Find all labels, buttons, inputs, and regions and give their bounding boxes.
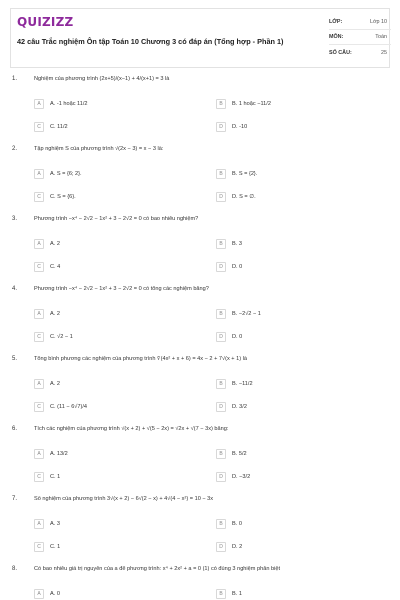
option-a[interactable] [34, 308, 60, 320]
option-text: A. -1 hoặc 11/2 [50, 101, 88, 107]
option-c[interactable] [34, 191, 76, 203]
question-text: Tập nghiệm S của phương trình √(2x − 3) = x − 3 là: [34, 146, 164, 152]
option-b[interactable] [216, 448, 247, 460]
question-1 [12, 76, 390, 146]
option-b[interactable] [216, 238, 242, 250]
option-a[interactable] [34, 588, 60, 600]
question-list [12, 76, 390, 600]
option-d[interactable] [216, 191, 256, 203]
option-c[interactable] [34, 261, 60, 273]
option-letter-box: B [216, 239, 226, 249]
option-d[interactable] [216, 261, 242, 273]
option-text: B. 5/2 [232, 451, 247, 457]
option-text: B. 1 hoặc −11/2 [232, 101, 271, 107]
question-text: Tích các nghiệm của phương trình √(x + 2) + √(5 − 2x) = √2x + √(7 − 3x) bằng: [34, 426, 229, 432]
question-text: Phương trình −x⁴ − 2√2 − 1x² + 3 − 2√2 = 0 có tổng các nghiệm bằng? [34, 286, 209, 292]
question-number: 3. [12, 216, 18, 222]
option-c[interactable] [34, 471, 60, 483]
document-title: 42 câu Trắc nghiệm Ôn tập Toán 10 Chương 3 có đáp án (Tổng hợp - Phần 1) [17, 37, 284, 46]
option-text: C. 11/2 [50, 124, 68, 130]
question-text: Tổng bình phương các nghiệm của phương trình ∜(4x² + x + 6) = 4x − 2 + 7√(x + 1) là [34, 356, 248, 362]
option-letter-box: B [216, 379, 226, 389]
option-letter-box: D [216, 332, 226, 342]
option-letter-box: A [34, 519, 44, 529]
question-5 [12, 356, 390, 426]
option-letter-box: B [216, 589, 226, 599]
option-c[interactable] [34, 121, 68, 133]
question-text: Nghiệm của phương trình (2x+5)/(x−1) + 4/(x+1) = 3 là [34, 76, 170, 82]
option-text: A. 13/2 [50, 451, 68, 457]
meta-class-row [329, 15, 391, 30]
option-letter-box: A [34, 379, 44, 389]
option-letter-box: C [34, 472, 44, 482]
option-c[interactable] [34, 541, 60, 553]
option-a[interactable] [34, 168, 82, 180]
option-text: C. 4 [50, 264, 61, 270]
option-text: A. 2 [50, 311, 60, 317]
question-text: Số nghiệm của phương trình 3√(x + 2) − 6√(2 − x) + 4√(4 − x²) = 10 − 3x [34, 496, 214, 502]
option-d[interactable] [216, 401, 247, 413]
option-letter-box: D [216, 192, 226, 202]
option-b[interactable] [216, 588, 242, 600]
option-letter-box: A [34, 99, 44, 109]
meta-info [329, 15, 391, 60]
question-number: 6. [12, 426, 18, 432]
option-text: C. (11 − 6√7)/4 [50, 404, 88, 410]
option-text: D. S = ∅. [232, 194, 256, 200]
question-text: Có bao nhiêu giá trị nguyên của a để phương trình: x⁴ + 2x² + a = 0 (1) có đúng 3 nghiệm phân biệt [34, 566, 281, 572]
quizizz-logo: QUIZIZZ [17, 15, 74, 29]
option-letter-box: C [34, 122, 44, 132]
option-letter-box: C [34, 192, 44, 202]
option-letter-box: B [216, 309, 226, 319]
question-number: 1. [12, 76, 18, 82]
option-letter-box: D [216, 542, 226, 552]
option-text: C. 1 [50, 474, 61, 480]
option-letter-box: B [216, 169, 226, 179]
option-letter-box: A [34, 449, 44, 459]
option-text: C. √2 − 1 [50, 334, 73, 340]
option-letter-box: A [34, 589, 44, 599]
option-letter-box: D [216, 402, 226, 412]
option-text: A. S = {6; 2}. [50, 171, 82, 177]
question-8 [12, 566, 390, 600]
option-d[interactable] [216, 541, 242, 553]
question-6 [12, 426, 390, 496]
option-text: B. 1 [232, 591, 242, 597]
question-2 [12, 146, 390, 216]
question-text: Phương trình −x⁴ − 2√2 − 1x² + 3 − 2√2 = 0 có bao nhiêu nghiệm? [34, 216, 199, 222]
option-text: D. 0 [232, 334, 243, 340]
option-letter-box: C [34, 402, 44, 412]
option-text: A. 0 [50, 591, 60, 597]
meta-subject-value: Toán [375, 34, 387, 40]
option-letter-box: D [216, 122, 226, 132]
option-letter-box: B [216, 519, 226, 529]
option-a[interactable] [34, 378, 60, 390]
option-a[interactable] [34, 518, 60, 530]
option-text: A. 3 [50, 521, 60, 527]
option-b[interactable] [216, 518, 242, 530]
option-a[interactable] [34, 448, 68, 460]
document-header [10, 8, 390, 68]
option-text: B. 3 [232, 241, 242, 247]
option-text: D. 0 [232, 264, 243, 270]
option-b[interactable] [216, 308, 261, 320]
question-4 [12, 286, 390, 356]
option-letter-box: B [216, 99, 226, 109]
meta-subject-label: MÔN: [329, 34, 344, 40]
question-number: 8. [12, 566, 18, 572]
option-letter-box: A [34, 239, 44, 249]
question-number: 5. [12, 356, 18, 362]
option-text: D. 3/2 [232, 404, 247, 410]
option-text: A. 2 [50, 381, 60, 387]
option-letter-box: D [216, 472, 226, 482]
option-text: B. 0 [232, 521, 242, 527]
option-text: C. 1 [50, 544, 61, 550]
question-3 [12, 216, 390, 286]
option-letter-box: B [216, 449, 226, 459]
option-letter-box: A [34, 169, 44, 179]
option-c[interactable] [34, 401, 87, 413]
option-text: D. 2 [232, 544, 243, 550]
meta-subject-row [329, 30, 391, 45]
option-d[interactable] [216, 121, 247, 133]
option-letter-box: D [216, 262, 226, 272]
option-c[interactable] [34, 331, 73, 343]
option-letter-box: C [34, 332, 44, 342]
option-text: C. S = {6}. [50, 194, 76, 200]
option-d[interactable] [216, 471, 250, 483]
meta-class-value: Lớp 10 [369, 19, 387, 25]
option-b[interactable] [216, 168, 257, 180]
option-text: D. −3/2 [232, 474, 251, 480]
option-letter-box: C [34, 542, 44, 552]
option-text: B. −11/2 [232, 381, 253, 387]
meta-class-label: LỚP: [329, 19, 343, 25]
option-a[interactable] [34, 238, 60, 250]
option-text: B. S = {2}. [232, 171, 258, 177]
option-text: B. −2√2 − 1 [232, 311, 261, 317]
option-a[interactable] [34, 98, 88, 110]
option-text: D. -10 [232, 124, 248, 130]
option-text: A. 2 [50, 241, 60, 247]
option-b[interactable] [216, 98, 271, 110]
meta-count-value: 25 [381, 49, 387, 56]
question-7 [12, 496, 390, 566]
meta-count-row [329, 45, 391, 60]
question-number: 7. [12, 496, 18, 502]
option-letter-box: C [34, 262, 44, 272]
option-b[interactable] [216, 378, 253, 390]
question-number: 2. [12, 146, 18, 152]
question-number: 4. [12, 286, 18, 292]
option-d[interactable] [216, 331, 242, 343]
meta-count-label: SỐ CÂU: [329, 49, 352, 56]
option-letter-box: A [34, 309, 44, 319]
